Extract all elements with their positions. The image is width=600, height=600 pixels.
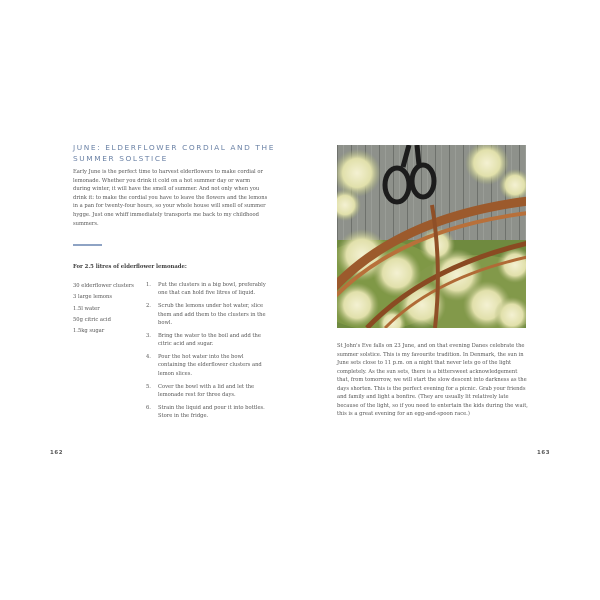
method-step	[145, 302, 270, 327]
ingredient-item: 1.5l water	[73, 305, 100, 312]
recipe-subheading: For 2.5 litres of elderflower lemonade:	[73, 264, 187, 270]
method-steps	[145, 281, 270, 425]
ingredient-item: 3 large lemons	[73, 294, 112, 301]
method-step	[145, 383, 270, 400]
step-text: Scrub the lemons under hot water, slice them and add them to the clusters in the bowl.	[158, 303, 266, 327]
step-number: 5.	[146, 383, 151, 390]
step-number: 3.	[146, 332, 151, 339]
method-step	[145, 404, 270, 421]
step-text: Put the clusters in a big bowl, preferably one that can hold five litres of liquid.	[158, 282, 266, 297]
page-number: 163	[537, 450, 551, 456]
method-step	[145, 281, 270, 298]
step-text: Pour the hot water into the bowl containing the elderflower clusters and lemon slices.	[158, 354, 262, 377]
right-page	[300, 0, 600, 600]
step-number: 4.	[146, 354, 151, 361]
solstice-paragraph: St John's Eve falls on 23 June, and on that evening Danes celebrate the summer solstice. This is my favourite tradition. In Denmark, the sun in June sets close to 11 p.m. on a night that never lets go of the light completely. As the sun sets, there is a bittersweet acknowledgement that, from tomorrow, we will start the slow descent into darkness as the days shorten. This is the perfect evening for a picnic. Grab your friends and family and light a bonfire. (They are usually lit relatively late because of the light, so if you need to entertain the kids during the wait, this is a great evening for an egg-and-spoon race.)	[337, 343, 528, 417]
ingredient-item: 30 elderflower clusters	[73, 283, 134, 289]
ingredient-item: 1.5kg sugar	[73, 328, 105, 335]
step-number: 1.	[146, 282, 151, 288]
ingredients-list	[73, 281, 143, 337]
method-step	[145, 332, 270, 349]
step-text: Strain the liquid and pour it into bottles. Store in the fridge.	[158, 404, 265, 420]
step-text: Cover the bowl with a lid and let the lemonade rest for three days.	[158, 383, 255, 399]
ingredient-item: 50g citric acid	[73, 316, 111, 323]
method-step	[145, 353, 270, 378]
step-number: 2.	[146, 303, 151, 310]
elderflower-photo	[337, 145, 526, 328]
step-text: Bring the water to the boil and add the citric acid and sugar.	[158, 332, 261, 348]
step-number: 6.	[146, 404, 151, 411]
intro-paragraph: Early June is the perfect time to harvest elderflowers to make cordial or lemonade. Whether you drink it cold on a hot summer day or warm during winter, it will have the smell of summer. And not only when you drink it: to make the cordial you have to leave the flowers and the lemons in a pan for twenty-four hours, so your whole house will smell of summer hygge. Just one whiff immediately transports me back to my childhood summers.	[73, 169, 268, 227]
divider-rule	[73, 244, 102, 246]
page-number: 162	[50, 450, 64, 456]
section-title: JUNE: ELDERFLOWER CORDIAL AND THE SUMMER SOLSTICE	[73, 143, 275, 163]
